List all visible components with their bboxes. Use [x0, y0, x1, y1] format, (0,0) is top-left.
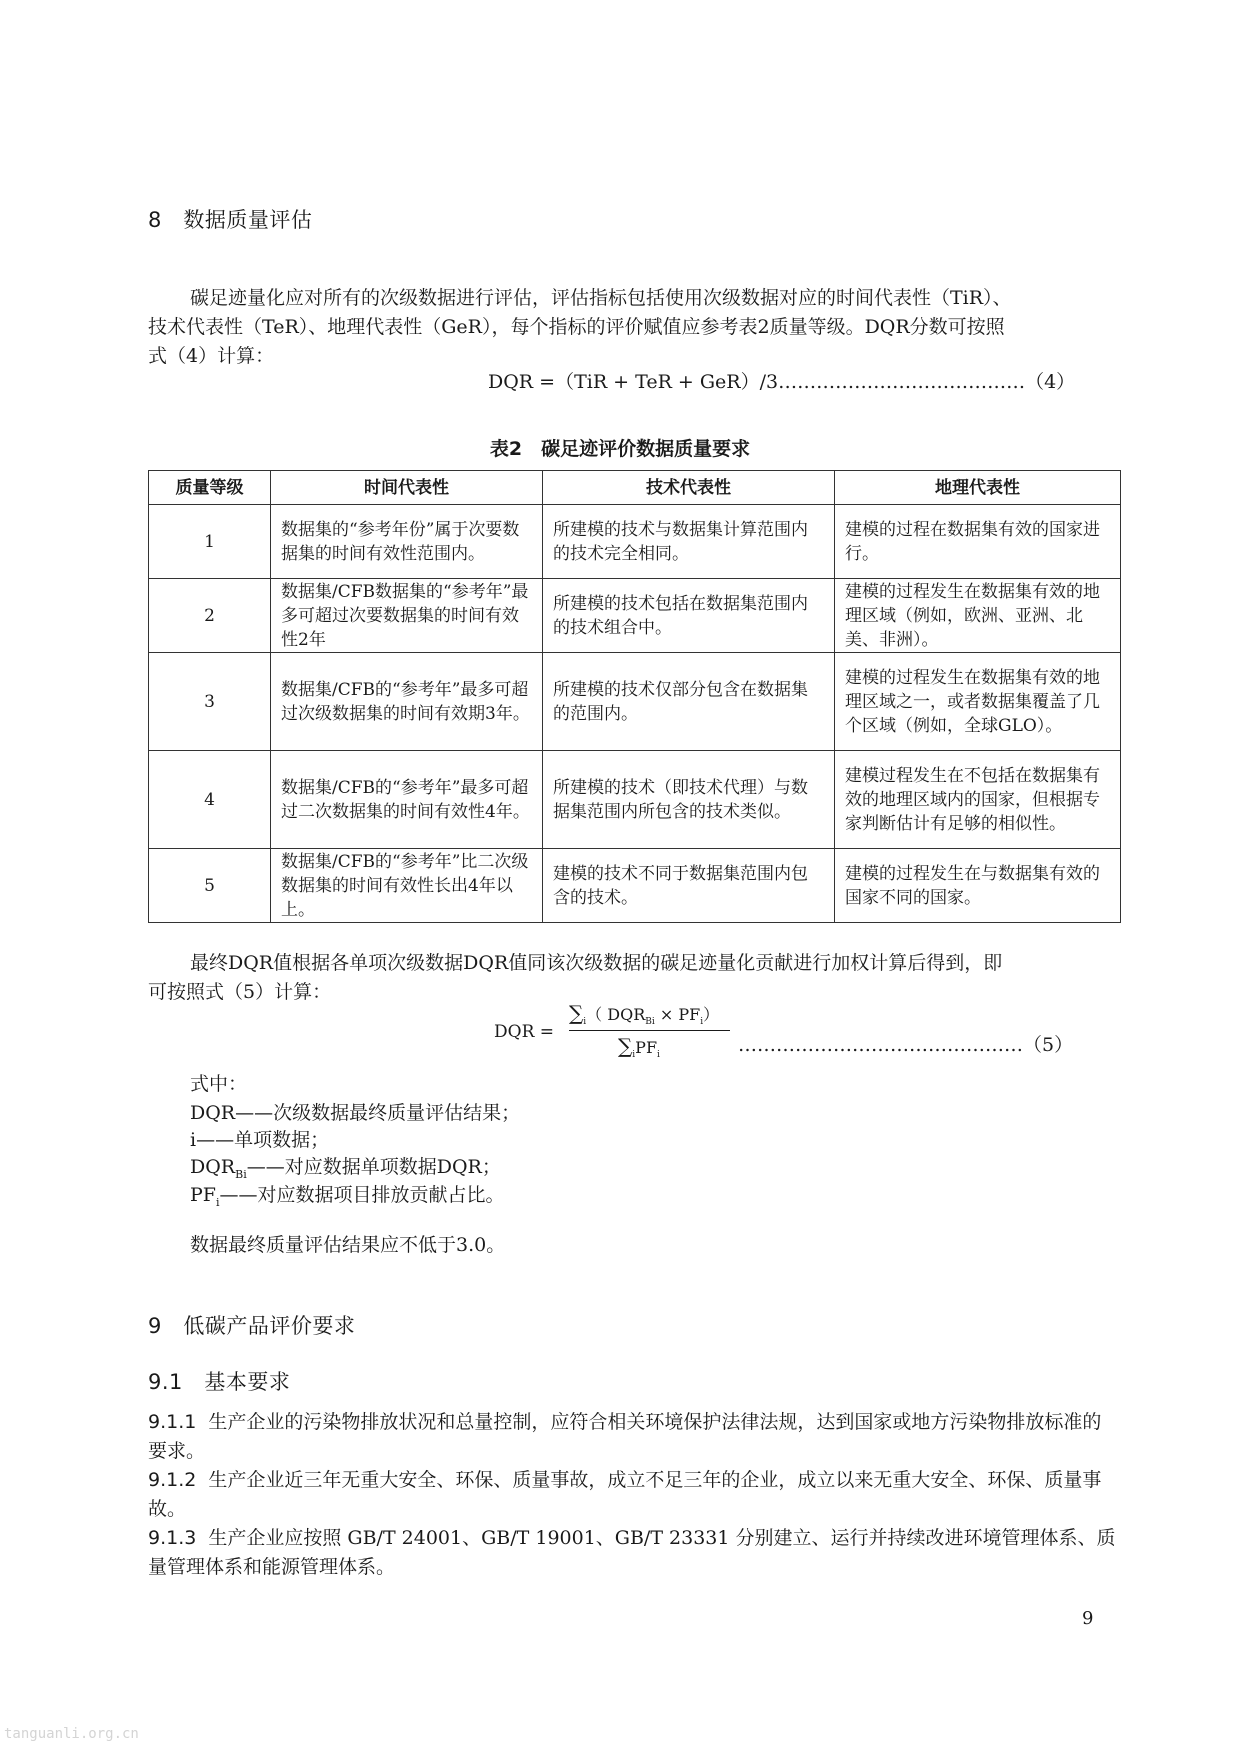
table-cell: 5	[149, 849, 271, 923]
table-cell: 建模的过程在数据集有效的国家进行。	[835, 505, 1121, 579]
table-row	[149, 751, 1121, 849]
section-9-heading: 9 低碳产品评价要求	[148, 1314, 356, 1338]
section-8-heading: 8 数据质量评估	[148, 208, 313, 232]
table-cell: 所建模的技术包括在数据集范围内的技术组合中。	[543, 579, 835, 653]
page-number: 9	[1082, 1608, 1094, 1629]
def-pf-i: $PF_i——$对应数据项目排放贡献占比。	[190, 1184, 505, 1209]
table-cell: 所建模的技术仅部分包含在数据集的范围内。	[543, 653, 835, 751]
table-cell: 数据集/CFB数据集的“参考年”最多可超过次要数据集的时间有效性2年	[271, 579, 543, 653]
table-cell: 建模过程发生在不包括在数据集有效的地理区域内的国家，但根据专家判断估计有足够的相似性。	[835, 751, 1121, 849]
table-cell: 所建模的技术（即技术代理）与数据集范围内所包含的技术类似。	[543, 751, 835, 849]
header-cell: 地理代表性	[835, 471, 1121, 505]
para2-line1: 最终DQR值根据各单项次级数据DQR值同该次级数据的碳足迹量化贡献进行加权计算后得到，即	[190, 952, 1003, 974]
eq5-denominator: $\sum_iPF_i$	[618, 1034, 660, 1061]
table-row	[149, 505, 1121, 579]
header-cell: 质量等级	[149, 471, 271, 505]
clause-9-1-2: 9.1.2 生产企业近三年无重大安全、环保、质量事故，成立不足三年的企业，成立以来无重大安全、环保、质量事故。	[148, 1469, 1102, 1520]
table-row	[149, 579, 1121, 653]
watermark: tanguanli.org.cn	[4, 1726, 139, 1742]
final-quality-note: 数据最终质量评估结果应不低于3.0。	[190, 1234, 506, 1256]
eq5-lhs: DQR =	[494, 1022, 555, 1042]
table-caption: 表2 碳足迹评价数据质量要求	[489, 438, 751, 460]
table-row	[149, 653, 1121, 751]
table-cell: 数据集/CFB的“参考年”最多可超过次级数据集的时间有效期3年。	[271, 653, 543, 751]
clause-9-1-1: 9.1.1 生产企业的污染物排放状况和总量控制，应符合相关环境保护法律法规，达到国家或地方污染物排放标准的要求。	[148, 1411, 1102, 1462]
table-cell: 2	[149, 579, 271, 653]
table-cell: 3	[149, 653, 271, 751]
para1-line3: 式（4）计算：	[148, 345, 275, 367]
table-row	[149, 849, 1121, 923]
table-cell: 建模的过程发生在数据集有效的地理区域之一，或者数据集覆盖了几个区域（例如，全球GLO）。	[835, 653, 1121, 751]
para1-line2: 技术代表性（TeR）、地理代表性（GeR），每个指标的评价赋值应参考表2质量等级。DQR分数可按照	[148, 316, 1005, 338]
table-cell: 1	[149, 505, 271, 579]
defs-intro: 式中：	[190, 1073, 248, 1095]
table-cell: 数据集/CFB的“参考年”最多可超过二次数据集的时间有效性4年。	[271, 751, 543, 849]
def-dqr: DQR——次级数据最终质量评估结果；	[190, 1102, 521, 1124]
header-cell: 时间代表性	[271, 471, 543, 505]
table-cell: 建模的技术不同于数据集范围内包含的技术。	[543, 849, 835, 923]
table-cell: 数据集的“参考年份”属于次要数据集的时间有效性范围内。	[271, 505, 543, 579]
def-dqr-bi: $DQR_{Bi}——$对应数据单项数据DQR；	[190, 1156, 501, 1181]
data-quality-table	[148, 470, 1121, 923]
table-cell: 4	[149, 751, 271, 849]
para2-line2: 可按照式（5）计算：	[148, 981, 332, 1003]
para1-line1: 碳足迹量化应对所有的次级数据进行评估，评估指标包括使用次级数据对应的时间代表性（TiR）、	[190, 287, 1012, 309]
eq5-dots: ………………………………………（5）	[738, 1034, 1074, 1056]
table-cell: 建模的过程发生在数据集有效的地理区域（例如，欧洲、亚洲、北美、非洲）。	[835, 579, 1121, 653]
table-cell: 建模的过程发生在与数据集有效的国家不同的国家。	[835, 849, 1121, 923]
section-9-1-heading: 9.1 基本要求	[148, 1370, 291, 1394]
table-cell: 所建模的技术与数据集计算范围内的技术完全相同。	[543, 505, 835, 579]
table-cell: 数据集/CFB的“参考年”比二次级数据集的时间有效性长出4年以上。	[271, 849, 543, 923]
table-header-row	[149, 471, 1121, 505]
clause-9-1-3: 9.1.3 生产企业应按照 GB/T 24001、GB/T 19001、GB/T 23331 分别建立、运行并持续改进环境管理体系、质量管理体系和能源管理体系。	[148, 1527, 1116, 1578]
header-cell: 技术代表性	[543, 471, 835, 505]
equation-4: DQR =（TiR + TeR + GeR）/3…………………………………（4）	[488, 371, 1076, 393]
def-i: i——单项数据；	[190, 1129, 330, 1151]
eq5-fraction-bar	[569, 1030, 730, 1031]
eq5-numerator: $\sum_i$（ $DQR_{Bi} \times PF_i$）	[569, 1001, 720, 1028]
